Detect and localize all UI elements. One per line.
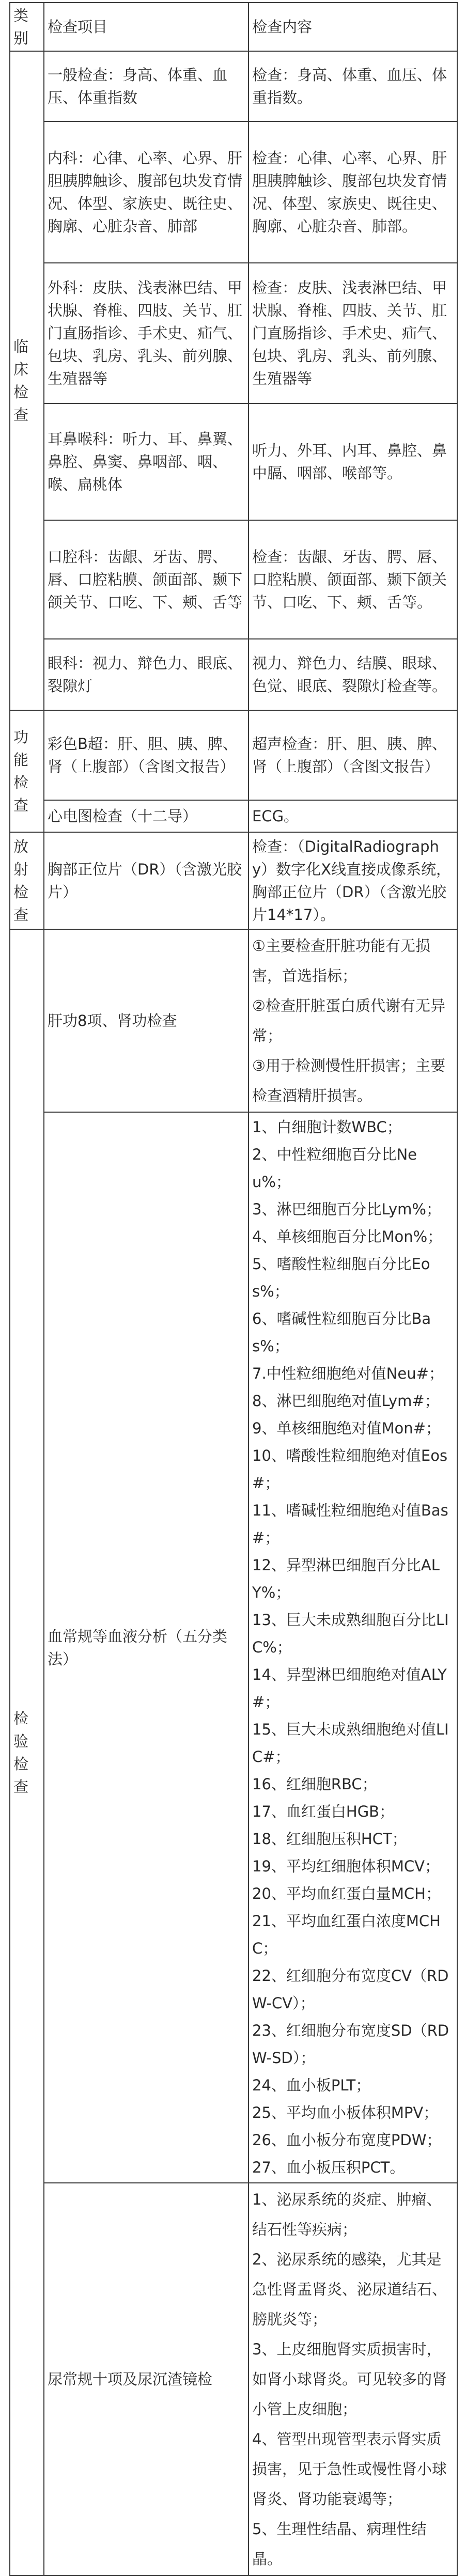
list-item: 5、嗜酸性粒细胞百分比Eos%；: [252, 1255, 430, 1300]
table-row: [10, 263, 457, 403]
table-row: [10, 520, 457, 639]
list-item: 9、单核细胞绝对值Mon#；: [252, 1419, 441, 1437]
item-cell: 口腔科：齿龈、牙齿、腭、唇、口腔粘膜、颌面部、颞下颌关节、口吃、下、颊、舌等: [44, 520, 248, 639]
list-item: 11、嗜碱性粒细胞绝对值Bas#；: [252, 1502, 448, 1547]
table-row: [10, 2183, 457, 2575]
item-cell: 心电图检查（十二导）: [44, 800, 248, 832]
list-item: 24、血小板PLT；: [252, 2077, 371, 2094]
content-cell: 检查：心律、心率、心界、肝胆胰脾触诊、腹部包块发育情况、体型、家族史、既往史、胸廓、心脏杂音、肺部。: [248, 121, 457, 263]
content-cell: [248, 1112, 457, 2183]
list-item: 23、红细胞分布宽度SD（RDW-SD）；: [252, 2022, 449, 2067]
table-row: [10, 929, 457, 1112]
list-item: 4、单核细胞百分比Mon%；: [252, 1228, 443, 1245]
item-cell: 眼科：视力、辩色力、眼底、裂隙灯: [44, 639, 248, 710]
table-row: [10, 710, 457, 800]
list-item: 3、淋巴细胞百分比Lym%；: [252, 1200, 441, 1218]
list-item: ③用于检测慢性肝损害；主要检查酒精肝损害。: [252, 1057, 445, 1104]
list-item: 16、红细胞RBC；: [252, 1775, 377, 1793]
list-item: 14、异型淋巴细胞绝对值ALY#；: [252, 1666, 447, 1711]
list-item: 21、平均血红蛋白浓度MCHC；: [252, 1912, 441, 1957]
content-list: [252, 931, 454, 1111]
list-item: 25、平均血小板体积MPV；: [252, 2104, 439, 2121]
item-cell: 胸部正位片（DR）（含激光胶片）: [44, 832, 248, 929]
list-item: 17、血红蛋白HGB；: [252, 1803, 395, 1820]
content-cell: 检查：身高、体重、血压、体重指数。: [248, 51, 457, 121]
list-item: 2、泌尿系统的感染，尤其是急性肾盂肾炎、泌尿道结石、膀胱炎等；: [252, 2251, 447, 2328]
table-header-row: [10, 3, 457, 51]
content-cell: 检查：齿龈、牙齿、腭、唇、口腔粘膜、颌面部、颞下颌关节、口吃、下、颊、舌等。: [248, 520, 457, 639]
category-function: 功能检查: [10, 710, 44, 832]
list-item: ①主要检查肝脏功能有无损害，首选指标；: [252, 937, 430, 985]
header-category: 类别: [10, 3, 44, 51]
content-list: [252, 1114, 454, 2181]
item-cell: 内科：心律、心率、心界、肝胆胰脾触诊、腹部包块发育情况、体型、家族史、既往史、胸廓、心脏杂音、肺部: [44, 121, 248, 263]
list-item: 27、血小板压积PCT。: [252, 2159, 405, 2176]
table-row: [10, 1112, 457, 2183]
list-item: 13、巨大未成熟细胞百分比LIC%；: [252, 1611, 449, 1656]
content-cell: [248, 2183, 457, 2575]
category-clinical: 临床检查: [10, 51, 44, 710]
item-cell: 尿常规十项及尿沉渣镜检: [44, 2183, 248, 2575]
table-row: [10, 639, 457, 710]
item-cell: 肝功8项、肾功检查: [44, 929, 248, 1112]
table-row: [10, 51, 457, 121]
content-cell: 听力、外耳、内耳、鼻腔、鼻中膈、咽部、喉部等。: [248, 403, 457, 520]
list-item: ②检查肝脏蛋白质代谢有无异常；: [252, 997, 445, 1044]
list-item: 3、上皮细胞肾实质损害时，如肾小球肾炎。可见较多的肾小管上皮细胞；: [252, 2340, 447, 2418]
table-row: [10, 121, 457, 263]
table-row: [10, 832, 457, 929]
exam-table: [9, 2, 458, 2576]
table-row: [10, 403, 457, 520]
header-item: 检查项目: [44, 3, 248, 51]
list-item: 26、血小板分布宽度PDW；: [252, 2131, 442, 2149]
list-item: 6、嗜碱性粒细胞百分比Bas%；: [252, 1310, 431, 1355]
list-item: 15、巨大未成熟细胞绝对值LIC#；: [252, 1721, 449, 1766]
category-lab: 检验检查: [10, 929, 44, 2575]
list-item: 1、泌尿系统的炎症、肿瘤、结石性等疾病；: [252, 2191, 442, 2238]
list-item: 22、红细胞分布宽度CV（RDW-CV）；: [252, 1967, 449, 2012]
item-cell: 耳鼻喉科：听力、耳、鼻翼、鼻腔、鼻窦、鼻咽部、咽、喉、扁桃体: [44, 403, 248, 520]
list-item: 18、红细胞压积HCT；: [252, 1830, 407, 1848]
content-cell: 视力、辩色力、结膜、眼球、色觉、眼底、裂隙灯检查等。: [248, 639, 457, 710]
table-row: [10, 800, 457, 832]
list-item: 7.中性粒细胞绝对值Neu#；: [252, 1365, 444, 1382]
list-item: 20、平均血红蛋白量MCH；: [252, 1885, 441, 1902]
item-cell: 血常规等血液分析（五分类法）: [44, 1112, 248, 2183]
list-item: 5、生理性结晶、病理性结晶。: [252, 2520, 427, 2568]
category-radiology: 放射检查: [10, 832, 44, 929]
list-item: 12、异型淋巴细胞百分比ALY%；: [252, 1556, 440, 1601]
list-item: 8、淋巴细胞绝对值Lym#；: [252, 1392, 440, 1410]
content-cell: [248, 929, 457, 1112]
header-content: 检查内容: [248, 3, 457, 51]
content-cell: 检查：皮肤、浅表淋巴结、甲状腺、脊椎、四肢、关节、肛门直肠指诊、手术史、疝气、包块、乳房、乳头、前列腺、生殖器等: [248, 263, 457, 403]
item-cell: 外科：皮肤、浅表淋巴结、甲状腺、脊椎、四肢、关节、肛门直肠指诊、手术史、疝气、包块、乳房、乳头、前列腺、生殖器等: [44, 263, 248, 403]
list-item: 10、嗜酸性粒细胞绝对值Eos#；: [252, 1447, 448, 1492]
item-cell: 彩色B超：肝、胆、胰、脾、肾（上腹部）（含图文报告）: [44, 710, 248, 800]
content-cell: ECG。: [248, 800, 457, 832]
content-list: [252, 2184, 454, 2574]
list-item: 19、平均红细胞体积MCV；: [252, 1857, 440, 1875]
list-item: 4、管型出现管型表示肾实质损害，见于急性或慢性肾小球肾炎、肾功能衰竭等；: [252, 2430, 447, 2508]
list-item: 2、中性粒细胞百分比Neu%；: [252, 1146, 417, 1191]
list-item: 1、白细胞计数WBC；: [252, 1118, 402, 1136]
item-cell: 一般检查：身高、体重、血压、体重指数: [44, 51, 248, 121]
content-cell: 检查：（DigitalRadiography）数字化X线直接成像系统，胸部正位片（DR）（含激光胶片14*17）。: [248, 832, 457, 929]
content-cell: 超声检查：肝、胆、胰、脾、肾（上腹部）（含图文报告）: [248, 710, 457, 800]
